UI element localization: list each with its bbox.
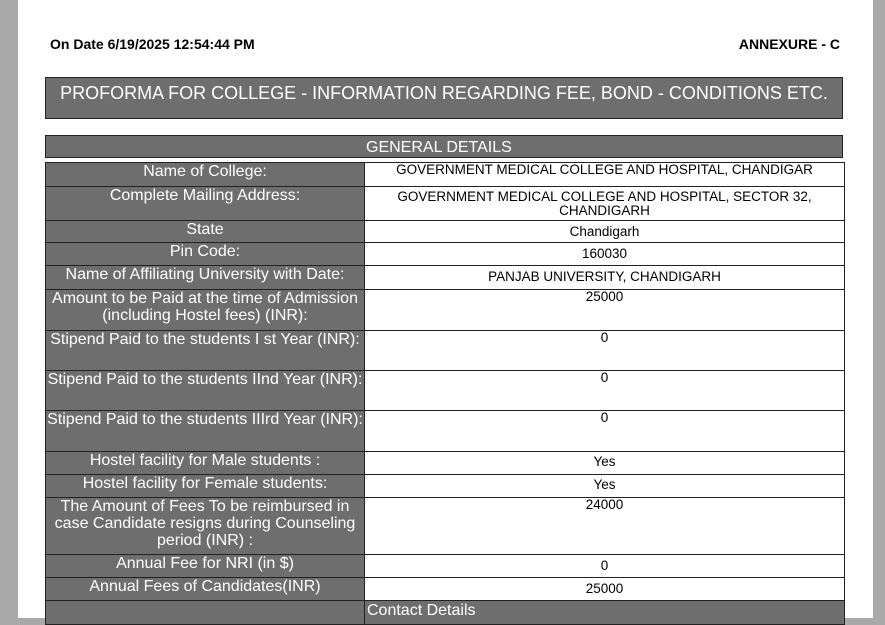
document-page: [18, 0, 873, 618]
table-row: [46, 221, 845, 243]
field-label: Annual Fees of Candidates(INR): [46, 578, 365, 601]
proforma-title: PROFORMA FOR COLLEGE - INFORMATION REGARDING FEE, BOND - CONDITIONS ETC.: [45, 77, 843, 119]
field-label: Name of Affiliating University with Date:: [46, 266, 365, 290]
field-label: Stipend Paid to the students I st Year (INR):: [46, 331, 365, 371]
contact-details-row: [46, 601, 845, 625]
field-value: 24000: [365, 498, 845, 555]
field-label: The Amount of Fees To be reimbursed in case Candidate resigns during Counseling period (INR) :: [46, 498, 365, 555]
table-row: [46, 371, 845, 411]
table-row: [46, 331, 845, 371]
field-label: Hostel facility for Male students :: [46, 452, 365, 475]
field-value: PANJAB UNIVERSITY, CHANDIGARH: [365, 266, 845, 290]
field-value: 0: [365, 555, 845, 578]
table-row: [46, 243, 845, 266]
field-label: Annual Fee for NRI (in $): [46, 555, 365, 578]
field-label: Name of College:: [46, 163, 365, 187]
field-value: 160030: [365, 243, 845, 266]
table-row: [46, 290, 845, 331]
field-label: Pin Code:: [46, 243, 365, 266]
table-row: [46, 498, 845, 555]
field-value: 25000: [365, 290, 845, 331]
field-label: Amount to be Paid at the time of Admission (including Hostel fees) (INR):: [46, 290, 365, 331]
field-label: State: [46, 221, 365, 243]
table-row: [46, 163, 845, 187]
table-row: [46, 266, 845, 290]
general-details-table: [45, 162, 845, 625]
field-value: 0: [365, 371, 845, 411]
contact-details-label-cell: [46, 601, 365, 625]
field-label: Hostel facility for Female students:: [46, 475, 365, 498]
field-value: 0: [365, 331, 845, 371]
table-row: [46, 475, 845, 498]
field-label: Complete Mailing Address:: [46, 187, 365, 221]
field-value: 25000: [365, 578, 845, 601]
field-value: GOVERNMENT MEDICAL COLLEGE AND HOSPITAL, CHANDIGAR: [365, 163, 845, 187]
general-details-header: [45, 135, 843, 158]
vertical-scrollbar[interactable]: [873, 0, 885, 618]
field-value: 0: [365, 411, 845, 452]
field-value: Yes: [365, 475, 845, 498]
print-date: On Date 6/19/2025 12:54:44 PM: [50, 36, 255, 52]
field-label: Stipend Paid to the students IIIrd Year (INR):: [46, 411, 365, 452]
table-row: [46, 578, 845, 601]
field-value: Yes: [365, 452, 845, 475]
annexure-label: ANNEXURE - C: [738, 36, 840, 52]
table-row: [46, 555, 845, 578]
field-value: GOVERNMENT MEDICAL COLLEGE AND HOSPITAL, SECTOR 32, CHANDIGARH: [365, 187, 845, 221]
table-row: [46, 411, 845, 452]
contact-details-header: Contact Details: [365, 601, 845, 625]
field-value: Chandigarh: [365, 221, 845, 243]
table-row: [46, 452, 845, 475]
field-label: Stipend Paid to the students IInd Year (INR):: [46, 371, 365, 411]
general-details-label: GENERAL DETAILS: [366, 139, 512, 156]
table-row: [46, 187, 845, 221]
